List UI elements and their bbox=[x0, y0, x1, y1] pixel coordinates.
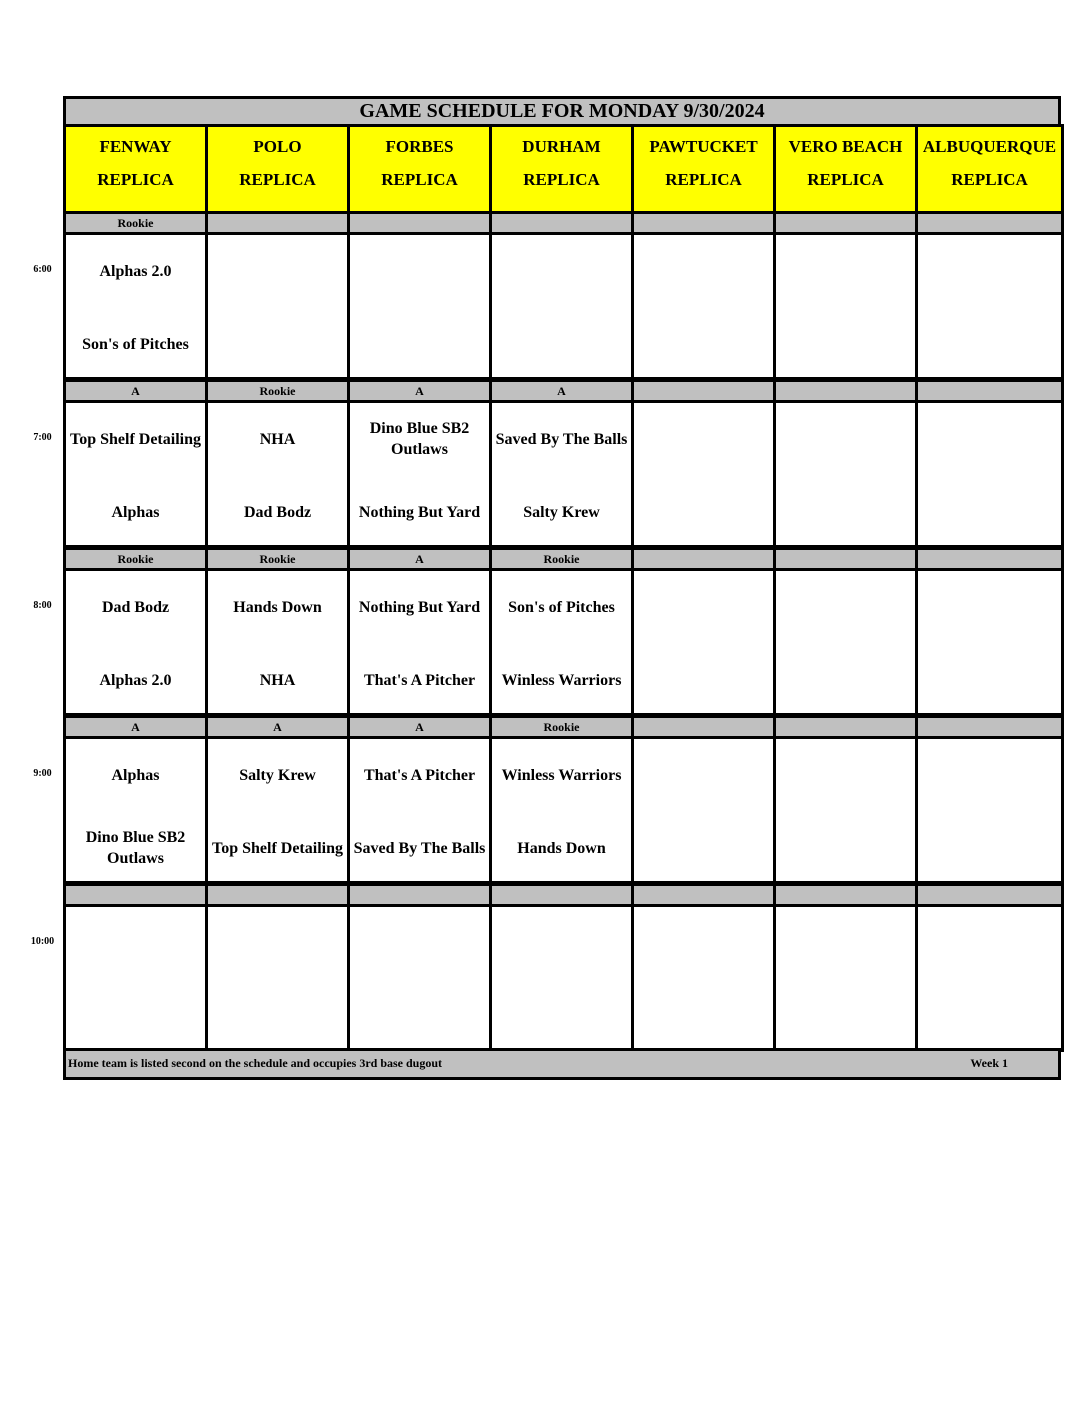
away-team bbox=[918, 417, 1061, 461]
game-cell bbox=[773, 904, 918, 1052]
game-cell bbox=[773, 736, 918, 884]
away-team bbox=[776, 249, 915, 293]
away-team bbox=[918, 753, 1061, 797]
field-header bbox=[489, 124, 634, 214]
field-sub: REPLICA bbox=[239, 170, 316, 189]
time-label: 10:00 bbox=[30, 936, 55, 947]
away-team: NHA bbox=[259, 430, 296, 448]
division-label: Rookie bbox=[63, 547, 208, 571]
field-sub: REPLICA bbox=[807, 170, 884, 189]
field-name: POLO bbox=[253, 137, 302, 156]
home-team bbox=[492, 322, 631, 366]
game-cell bbox=[631, 736, 776, 884]
home-team bbox=[208, 994, 347, 1038]
game-cell bbox=[205, 904, 350, 1052]
game-cell bbox=[915, 232, 1064, 380]
game-cell bbox=[489, 568, 634, 716]
away-team bbox=[208, 249, 347, 293]
division-label: Rookie bbox=[205, 547, 350, 571]
away-team: Hands Down bbox=[233, 598, 322, 616]
home-team bbox=[350, 322, 489, 366]
field-sub: REPLICA bbox=[523, 170, 600, 189]
division-label: A bbox=[347, 715, 492, 739]
field-header bbox=[63, 124, 208, 214]
away-team: Salty Krew bbox=[239, 766, 316, 784]
field-sub: REPLICA bbox=[97, 170, 174, 189]
away-team bbox=[776, 753, 915, 797]
game-cell bbox=[489, 232, 634, 380]
home-team bbox=[776, 322, 915, 366]
time-label: 9:00 bbox=[33, 768, 52, 779]
time-label: 7:00 bbox=[33, 432, 52, 443]
field-header bbox=[347, 124, 492, 214]
away-team bbox=[634, 921, 773, 965]
division-label: A bbox=[347, 379, 492, 403]
game-cell bbox=[773, 232, 918, 380]
game-cell bbox=[347, 400, 492, 548]
away-team bbox=[918, 921, 1061, 965]
game-cell bbox=[205, 232, 350, 380]
away-team: Dino Blue SB2 Outlaws bbox=[369, 420, 470, 458]
division-label: A bbox=[489, 379, 634, 403]
away-team bbox=[208, 921, 347, 965]
division-label: Rookie bbox=[205, 379, 350, 403]
home-team bbox=[66, 994, 205, 1038]
home-team bbox=[208, 322, 347, 366]
footer-week: Week 1 bbox=[970, 1056, 1008, 1070]
home-team bbox=[918, 322, 1061, 366]
field-header bbox=[205, 124, 350, 214]
home-team bbox=[918, 490, 1061, 534]
home-team bbox=[776, 658, 915, 702]
game-cell bbox=[631, 400, 776, 548]
home-team: Saved By The Balls bbox=[353, 839, 486, 857]
home-team: That's A Pitcher bbox=[363, 671, 476, 689]
game-cell bbox=[631, 904, 776, 1052]
field-sub: REPLICA bbox=[381, 170, 458, 189]
home-team bbox=[634, 490, 773, 534]
home-team: NHA bbox=[259, 671, 296, 689]
home-team: Top Shelf Detailing bbox=[212, 839, 343, 857]
home-team: Salty Krew bbox=[523, 503, 600, 521]
division-label: A bbox=[205, 715, 350, 739]
field-name: ALBUQUERQUE bbox=[922, 137, 1057, 156]
away-team: Nothing But Yard bbox=[358, 598, 481, 616]
home-team: Winless Warriors bbox=[501, 671, 622, 689]
game-cell bbox=[205, 736, 350, 884]
away-team bbox=[492, 249, 631, 293]
home-team bbox=[776, 490, 915, 534]
away-team: Saved By The Balls bbox=[495, 430, 628, 448]
home-team: Hands Down bbox=[517, 839, 606, 857]
away-team: Dad Bodz bbox=[101, 598, 170, 616]
home-team bbox=[776, 994, 915, 1038]
game-cell bbox=[347, 736, 492, 884]
game-cell bbox=[915, 904, 1064, 1052]
field-name: PAWTUCKET bbox=[649, 137, 758, 156]
home-team bbox=[492, 994, 631, 1038]
time-label: 6:00 bbox=[33, 264, 52, 275]
away-team bbox=[776, 921, 915, 965]
schedule-title: GAME SCHEDULE FOR MONDAY 9/30/2024 bbox=[63, 96, 1061, 127]
home-team bbox=[918, 658, 1061, 702]
away-team bbox=[918, 249, 1061, 293]
field-name: FENWAY bbox=[99, 137, 172, 156]
game-cell bbox=[631, 568, 776, 716]
game-cell bbox=[915, 568, 1064, 716]
away-team bbox=[350, 249, 489, 293]
field-sub: REPLICA bbox=[951, 170, 1028, 189]
field-name: FORBES bbox=[385, 137, 454, 156]
away-team bbox=[634, 417, 773, 461]
field-sub: REPLICA bbox=[665, 170, 742, 189]
away-team bbox=[66, 921, 205, 965]
home-team: Son's of Pitches bbox=[82, 335, 189, 353]
game-cell bbox=[347, 232, 492, 380]
game-cell bbox=[631, 232, 776, 380]
game-cell bbox=[347, 568, 492, 716]
field-name: VERO BEACH bbox=[788, 137, 903, 156]
home-team bbox=[634, 322, 773, 366]
game-cell bbox=[205, 568, 350, 716]
field-header bbox=[915, 124, 1064, 214]
away-team bbox=[776, 585, 915, 629]
home-team bbox=[634, 994, 773, 1038]
time-label: 8:00 bbox=[33, 600, 52, 611]
home-team bbox=[634, 658, 773, 702]
game-cell bbox=[773, 568, 918, 716]
home-team: Dad Bodz bbox=[243, 503, 312, 521]
footer-note: Home team is listed second on the schedule and occupies 3rd base dugout bbox=[68, 1056, 443, 1070]
schedule-footer bbox=[63, 1048, 1061, 1080]
away-team bbox=[634, 585, 773, 629]
home-team: Dino Blue SB2 Outlaws bbox=[85, 829, 186, 867]
home-team bbox=[634, 826, 773, 870]
game-cell bbox=[347, 904, 492, 1052]
home-team bbox=[350, 994, 489, 1038]
away-team: That's A Pitcher bbox=[363, 766, 476, 784]
game-cell bbox=[63, 400, 208, 548]
game-cell bbox=[773, 400, 918, 548]
division-label: Rookie bbox=[489, 547, 634, 571]
away-team bbox=[918, 585, 1061, 629]
away-team: Son's of Pitches bbox=[508, 598, 615, 616]
field-header bbox=[631, 124, 776, 214]
home-team: Alphas bbox=[111, 503, 160, 521]
game-cell bbox=[915, 400, 1064, 548]
away-team bbox=[634, 249, 773, 293]
field-header bbox=[773, 124, 918, 214]
game-cell bbox=[63, 736, 208, 884]
division-label: Rookie bbox=[63, 211, 208, 235]
away-team: Alphas 2.0 bbox=[99, 262, 172, 280]
away-team bbox=[350, 921, 489, 965]
away-team bbox=[492, 921, 631, 965]
game-cell bbox=[915, 736, 1064, 884]
game-cell bbox=[205, 400, 350, 548]
division-label: A bbox=[63, 715, 208, 739]
game-cell bbox=[489, 736, 634, 884]
away-team bbox=[634, 753, 773, 797]
away-team: Top Shelf Detailing bbox=[70, 430, 201, 448]
home-team bbox=[918, 994, 1061, 1038]
home-team: Alphas 2.0 bbox=[99, 671, 172, 689]
away-team bbox=[776, 417, 915, 461]
away-team: Winless Warriors bbox=[501, 766, 622, 784]
home-team bbox=[918, 826, 1061, 870]
game-cell bbox=[489, 400, 634, 548]
division-label: A bbox=[63, 379, 208, 403]
field-name: DURHAM bbox=[522, 137, 601, 156]
home-team bbox=[776, 826, 915, 870]
game-cell bbox=[63, 904, 208, 1052]
division-label: A bbox=[347, 547, 492, 571]
game-cell bbox=[489, 904, 634, 1052]
away-team: Alphas bbox=[111, 766, 160, 784]
game-cell bbox=[63, 232, 208, 380]
division-label: Rookie bbox=[489, 715, 634, 739]
game-cell bbox=[63, 568, 208, 716]
home-team: Nothing But Yard bbox=[358, 503, 481, 521]
